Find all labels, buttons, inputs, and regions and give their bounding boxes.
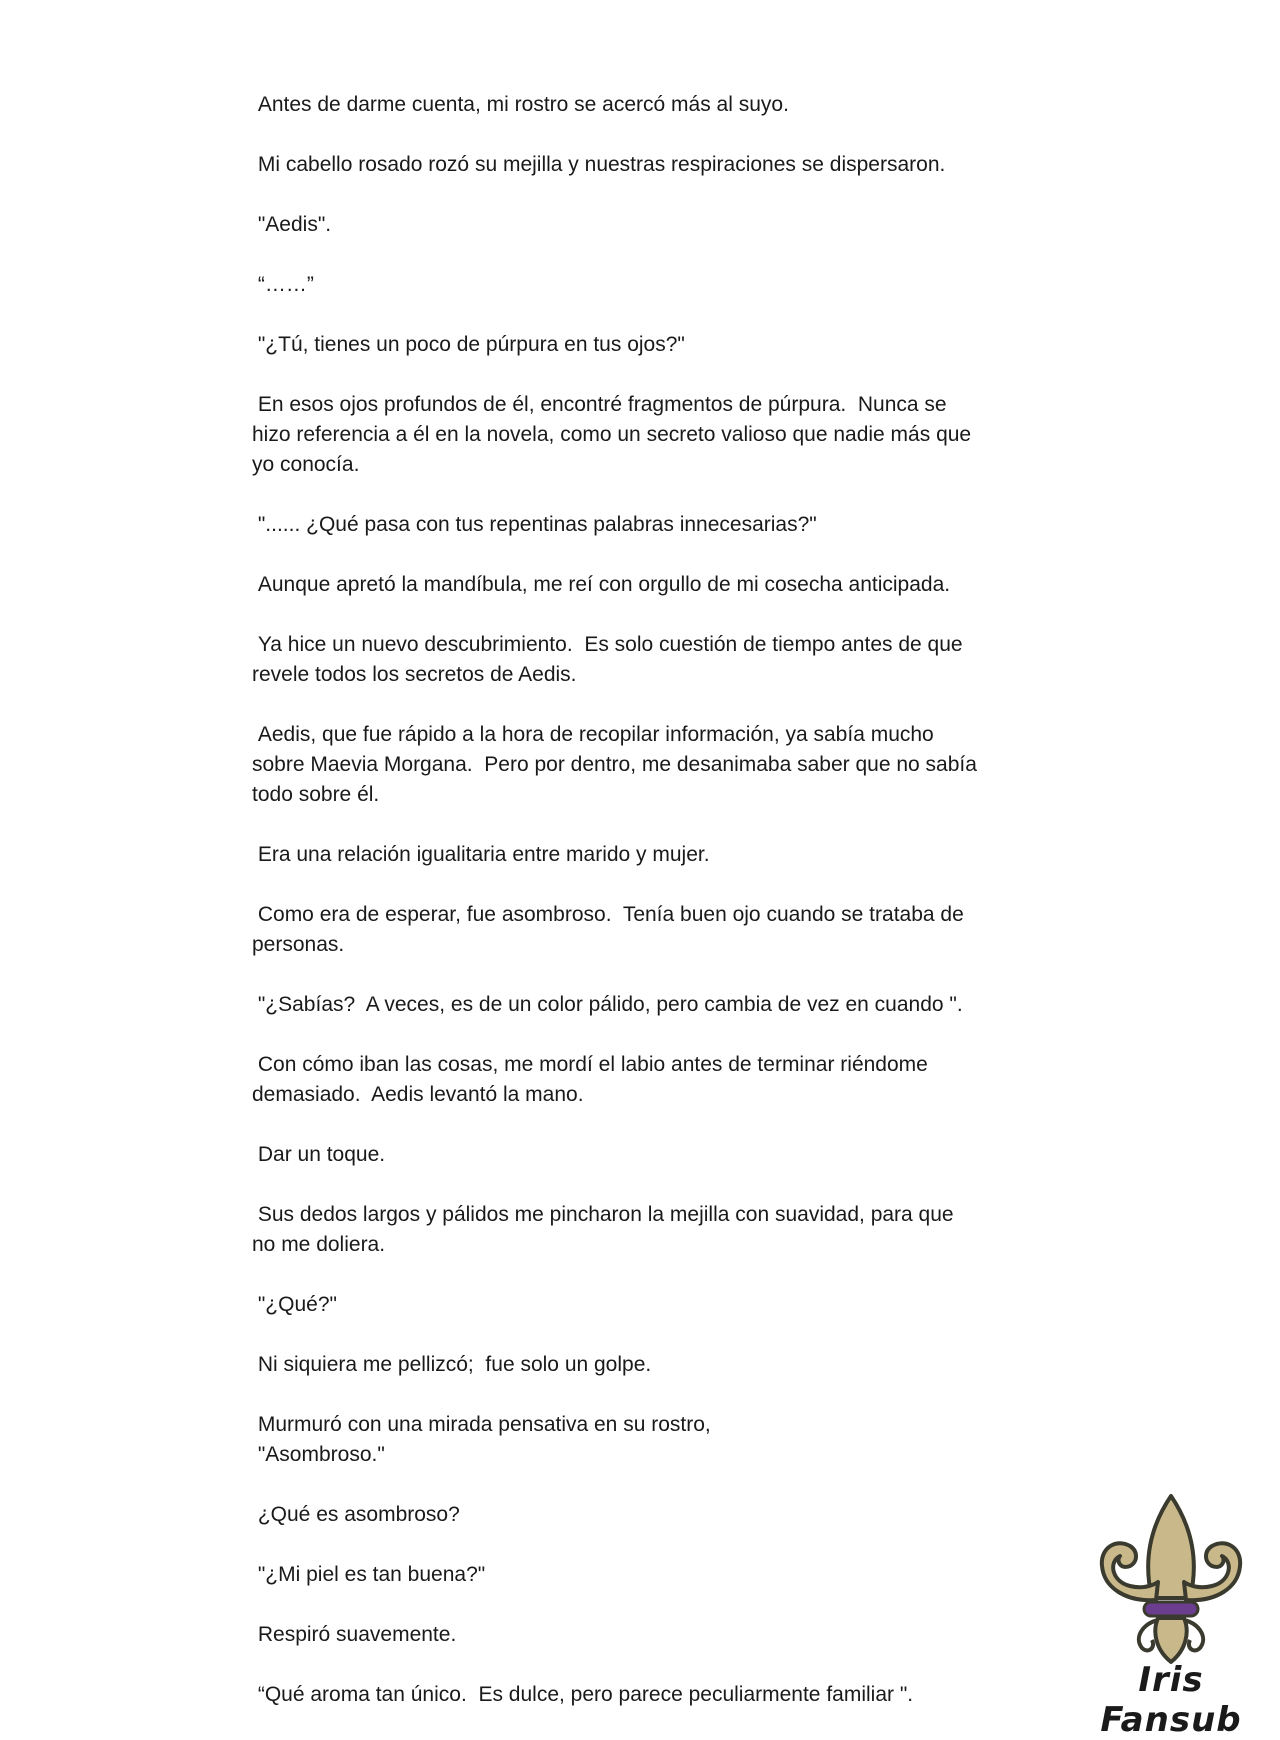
paragraph: Sus dedos largos y pálidos me pincharon la mejilla con suavidad, para que no me doliera. (252, 1203, 954, 1256)
paragraph: Mi cabello rosado rozó su mejilla y nuestras respiraciones se dispersaron. (252, 153, 946, 176)
paragraph: Ni siquiera me pellizcó; fue solo un golpe. (252, 1353, 652, 1376)
paragraph: En esos ojos profundos de él, encontré fragmentos de púrpura. Nunca se hizo referencia a él en la novela, como un secreto valioso que nadie más que yo conocía. (252, 393, 972, 476)
paragraph: Era una relación igualitaria entre marido y mujer. (252, 843, 710, 866)
paragraph: "...... ¿Qué pasa con tus repentinas palabras innecesarias?" (252, 513, 817, 536)
paragraph: Como era de esperar, fue asombroso. Tenía buen ojo cuando se trataba de personas. (252, 903, 964, 956)
paragraph: "Aedis". (252, 213, 332, 236)
paragraph: Antes de darme cuenta, mi rostro se acercó más al suyo. (252, 93, 789, 116)
paragraph: Aedis, que fue rápido a la hora de recopilar información, ya sabía mucho sobre Maevia Morgana. Pero por dentro, me desanimaba saber que no sabía todo sobre él. (252, 723, 977, 806)
paragraph: Respiró suavemente. (252, 1623, 457, 1646)
paragraph: “Qué aroma tan único. Es dulce, pero parece peculiarmente familiar ". (252, 1683, 914, 1706)
paragraph: Ya hice un nuevo descubrimiento. Es solo cuestión de tiempo antes de que revele todos los secretos de Aedis. (252, 633, 963, 686)
paragraph: "¿Qué?" (252, 1293, 337, 1316)
fleur-de-lis-icon (1086, 1490, 1256, 1670)
paragraph: Con cómo iban las cosas, me mordí el labio antes de terminar riéndome demasiado. Aedis levantó la mano. (252, 1053, 928, 1106)
paragraph: ¿Qué es asombroso? (252, 1503, 460, 1526)
watermark-logo (1076, 1490, 1266, 1740)
paragraph: Murmuró con una mirada pensativa en su rostro, "Asombroso." (257, 1413, 711, 1466)
paragraph: "¿Mi piel es tan buena?" (252, 1563, 486, 1586)
paragraph: "¿Sabías? A veces, es de un color pálido, pero cambia de vez en cuando ". (252, 993, 963, 1016)
watermark-text: Iris Fansub (1100, 1660, 1242, 1740)
paragraph: "¿Tú, tienes un poco de púrpura en tus ojos?" (252, 333, 685, 356)
paragraph: Dar un toque. (252, 1143, 386, 1166)
paragraph: “……” (252, 273, 314, 296)
paragraph: Aunque apretó la mandíbula, me reí con orgullo de mi cosecha anticipada. (252, 573, 951, 596)
document-body (252, 90, 1052, 1740)
